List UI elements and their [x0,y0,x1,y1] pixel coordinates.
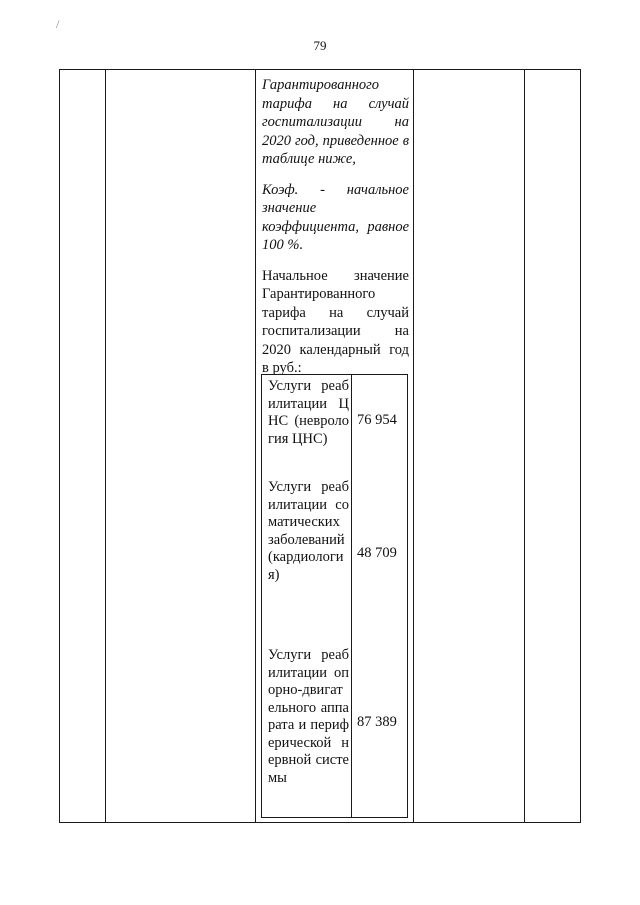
service-name: Услуги реабилитации ЦНС (неврология ЦНС) [268,378,349,447]
coefficient-paragraph: Коэф. - начальное значение коэффициента, равное 100 %. [262,181,409,253]
page-number: 79 [313,38,327,53]
service-name: Услуги реабилитации соматических заболеваний (кардиология) [268,479,349,583]
initial-value-paragraph: Начальное значение Гарантированного тарифа на случай госпитализации на 2020 календарный год в руб.: [262,267,409,376]
service-value: 48 709 [357,545,397,561]
tariff-table [261,374,408,818]
tariff-table-divider [351,375,352,817]
service-value: 87 389 [357,714,397,730]
service-value: 76 954 [357,412,397,428]
scan-artifact: / [56,17,60,31]
description-cell [262,76,409,390]
guaranteed-tariff-paragraph: Гарантированного тарифа на случай госпитализации на 2020 год, приведенное в таблице ниже, [262,77,409,167]
service-name: Услуги реабилитации опорно-двигательного аппарата и периферической нервной системы [268,647,349,786]
